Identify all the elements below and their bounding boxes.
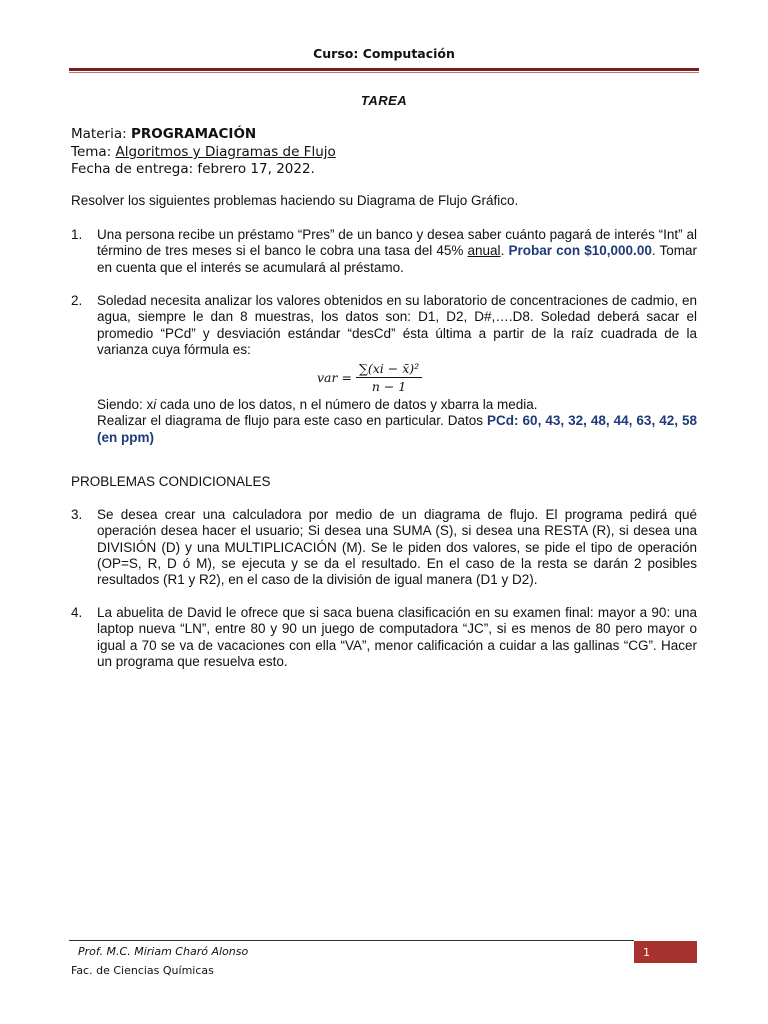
formula-numerator: ∑(xi − x̄)² (356, 360, 422, 378)
realizar-text: Realizar el diagrama de flujo para este caso en particular. Datos (97, 413, 488, 429)
problem-text-part: Soledad necesita analizar los valores obtenidos en su laboratorio de concentraciones de cadmio, en agua, siempre le dan 8 muestras, los datos son: D1, D2, D#,….D8. Soledad deberá sacar el promedio “PCd” y desviación estándar “desCd” ésta última a partir de la raíz cuadrada de la varianza cuya fórmula es: (97, 293, 697, 357)
problem-text: Se desea crear una calculadora por medio de un diagrama de flujo. El programa pedirá qué operación desea hacer el usuario; Si desea una SUMA (S), si desea una RESTA (R), si desea una DIVISIÓN (D) y una MULTIPLICACIÓN (M). Se le piden dos valores, se pide el tipo de operación (OP=S, R, D ó M), se ejecuta y se da el resultado. En el caso de la resta se darán 2 posibles resultados (R1 y R2), en el caso de la división de igual manera (D1 y D2). (97, 507, 697, 588)
definition-text: Siendo: x (97, 397, 154, 413)
document-title: TAREA (360, 93, 408, 108)
formula-lhs: var = (317, 369, 352, 385)
definition-line (97, 397, 697, 413)
problem-number: 4. (71, 605, 83, 620)
problem-text (97, 293, 697, 446)
variance-formula (97, 360, 697, 395)
fecha-line: Fecha de entrega: febrero 17, 2022. (71, 161, 315, 177)
materia-value: PROGRAMACIÓN (130, 126, 257, 142)
footer-faculty: Fac. de Ciencias Químicas (71, 964, 214, 977)
definition-italic: i (153, 397, 157, 413)
tema-line (71, 144, 336, 160)
definition-text: cada uno de los datos, n el número de datos y xbarra la media. (156, 397, 538, 413)
problem-1 (71, 227, 697, 276)
problem-text-part: . (500, 243, 509, 259)
problem-text: La abuelita de David le ofrece que si saca buena clasificación en su examen final: mayor a 90: una laptop nueva “LN”, entre 80 y 90 un juego de computadora “JC”, si es menos de 80 pero mayor o igual a 70 se va de vacaciones con ella “VA”, menor calificación a cuidar a las gallinas “CG”. Hacer un programa que resuelva esto. (97, 605, 697, 669)
tema-label: Tema: (71, 144, 116, 160)
materia-line (71, 126, 256, 142)
problem-2 (71, 293, 697, 446)
instructions: Resolver los siguientes problemas haciendo su Diagrama de Flujo Gráfico. (71, 193, 519, 208)
header-rule-thin (69, 72, 699, 73)
problem-3 (71, 507, 697, 588)
formula-denominator: n − 1 (371, 379, 407, 395)
problem-number: 1. (71, 227, 83, 242)
header-rule (69, 68, 699, 71)
formula-fraction (356, 360, 422, 395)
footer-rule (69, 940, 634, 941)
problem-text-part: Una persona recibe un préstamo “Pres” de un banco y desea saber cuánto pagará de interés “Int” al término de tres meses si el banco le cobra una tasa del 45% (97, 227, 697, 259)
problem-number: 3. (71, 507, 83, 522)
highlighted-data: Probar con $10,000.00 (508, 243, 652, 259)
materia-label: Materia: (71, 126, 131, 142)
course-header: Curso: Computación (313, 46, 455, 61)
footer-author: Prof. M.C. Miriam Charó Alonso (78, 945, 249, 958)
tema-value: Algoritmos y Diagramas de Flujo (115, 144, 336, 160)
section-heading: PROBLEMAS CONDICIONALES (71, 474, 271, 489)
highlighted-data: PCd: 60, 43, 32, 48, 44, 63, 42, 58 (en ppm) (97, 413, 697, 445)
problem-number: 2. (71, 293, 83, 308)
problem-4 (71, 605, 697, 670)
page-number: 1 (634, 941, 697, 963)
realizar-line (97, 413, 697, 446)
underlined-word: anual (467, 243, 501, 259)
problem-text (97, 227, 697, 276)
problem-text-part: . Tomar en cuenta que el interés se acumulará al préstamo. (97, 243, 697, 275)
